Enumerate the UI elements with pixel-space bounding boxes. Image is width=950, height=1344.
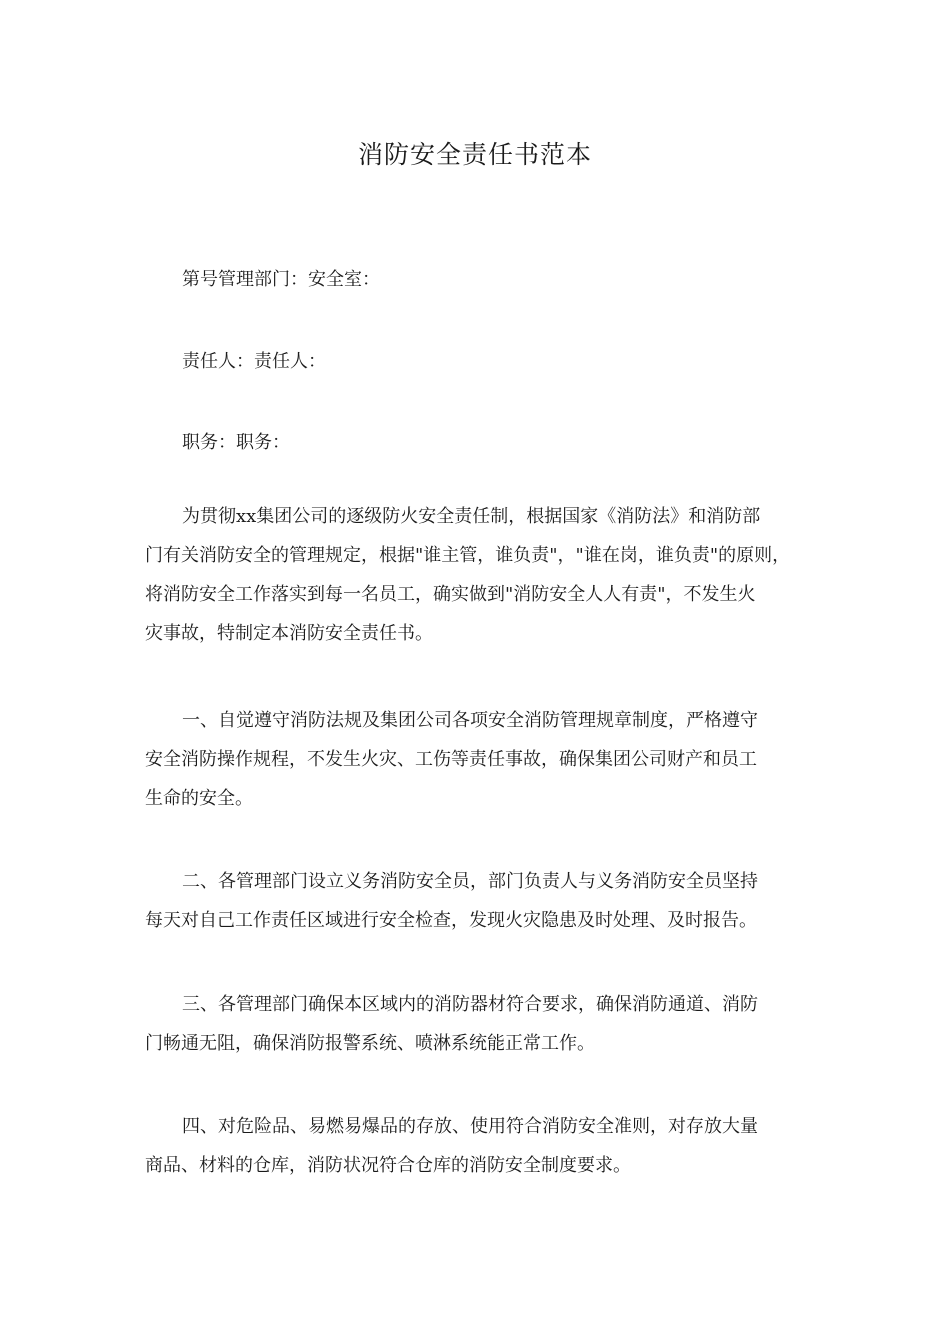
paragraph-line: 二、各管理部门设立义务消防安全员，部门负责人与义务消防安全员坚持 [182, 871, 758, 892]
document-title: 消防安全责任书范本 [357, 140, 592, 169]
paragraph-line: 商品、材料的仓库，消防状况符合仓库的消防安全制度要求。 [145, 1155, 631, 1176]
paragraph-clause-3 [145, 985, 845, 1063]
paragraph-line: 一、自觉遵守消防法规及集团公司各项安全消防管理规章制度，严格遵守 [182, 710, 758, 731]
paragraph-line: 生命的安全。 [145, 788, 253, 809]
paragraph-clause-4 [145, 1107, 845, 1185]
paragraph-line: 灾事故，特制定本消防安全责任书。 [145, 623, 433, 644]
field-responsible-person: 责任人：责任人： [182, 351, 326, 372]
paragraph-line: 四、对危险品、易燃易爆品的存放、使用符合消防安全准则，对存放大量 [182, 1116, 758, 1137]
paragraph-line: 门畅通无阻，确保消防报警系统、喷淋系统能正常工作。 [145, 1033, 595, 1054]
paragraph-line: 为贯彻xx集团公司的逐级防火安全责任制，根据国家《消防法》和消防部 [182, 506, 761, 527]
paragraph-line: 门有关消防安全的管理规定，根据"谁主管，谁负责"，"谁在岗，谁负责"的原则， [145, 545, 791, 566]
field-position: 职务：职务： [182, 432, 290, 453]
paragraph-line: 安全消防操作规程，不发生火灾、工伤等责任事故，确保集团公司财产和员工 [145, 749, 757, 770]
paragraph-clause-1 [145, 701, 845, 818]
field-department: 第号管理部门：安全室： [182, 269, 380, 290]
paragraph-intro [145, 497, 845, 653]
paragraph-line: 每天对自己工作责任区域进行安全检查，发现火灾隐患及时处理、及时报告。 [145, 910, 757, 931]
paragraph-line: 将消防安全工作落实到每一名员工，确实做到"消防安全人人有责"，不发生火 [145, 584, 756, 605]
paragraph-line: 三、各管理部门确保本区域内的消防器材符合要求，确保消防通道、消防 [182, 994, 758, 1015]
paragraph-clause-2 [145, 862, 845, 940]
